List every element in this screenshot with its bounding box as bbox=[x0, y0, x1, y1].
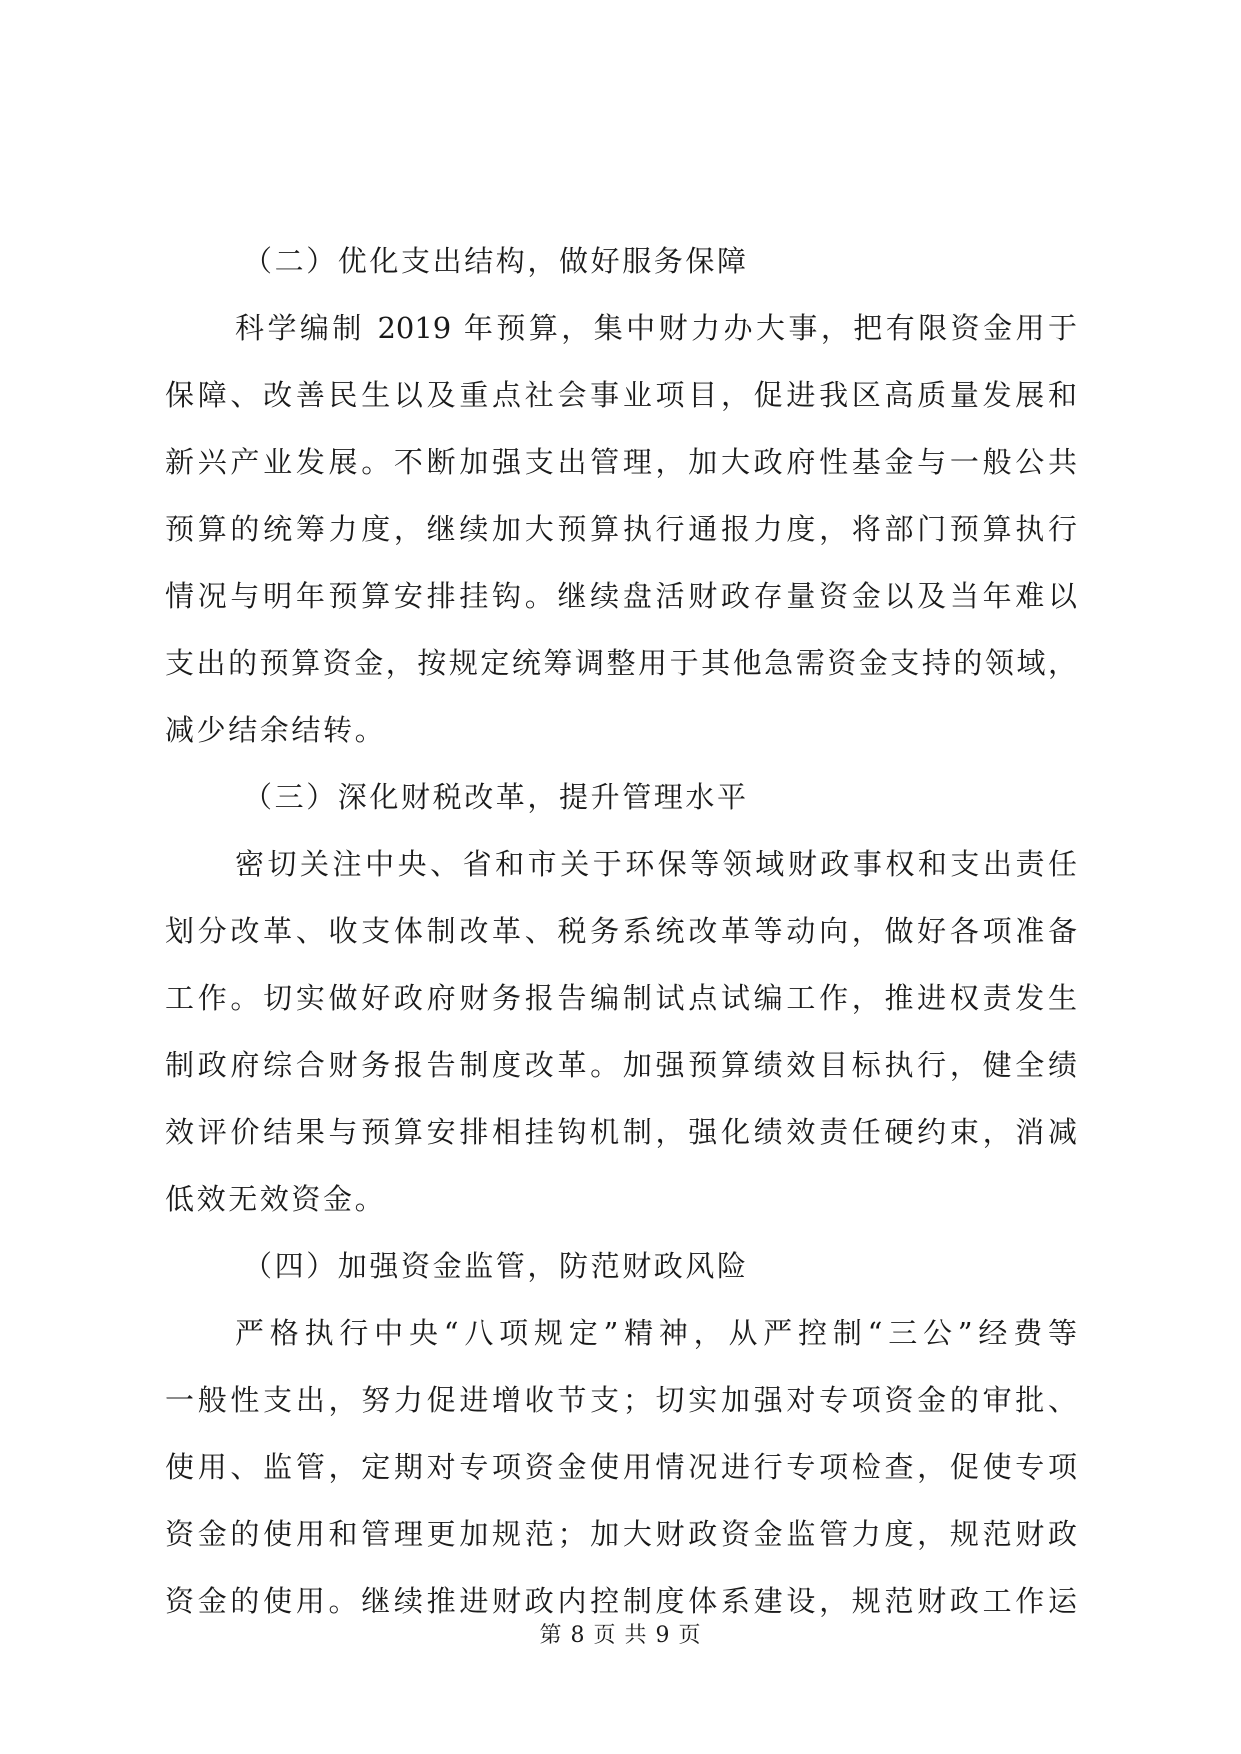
paragraph-line: 制政府综合财务报告制度改革。加强预算绩效目标执行，健全绩 bbox=[165, 1048, 1077, 1082]
paragraph-line: 新兴产业发展。不断加强支出管理，加大政府性基金与一般公共 bbox=[165, 445, 1077, 479]
paragraph-line: 低效无效资金。 bbox=[165, 1182, 387, 1216]
paragraph-line: 效评价结果与预算安排相挂钩机制，强化绩效责任硬约束，消减 bbox=[165, 1115, 1077, 1149]
paragraph-line: 密切关注中央、省和市关于环保等领域财政事权和支出责任 bbox=[235, 847, 1077, 881]
paragraph-line: 工作。切实做好政府财务报告编制试点试编工作，推进权责发生 bbox=[165, 981, 1077, 1015]
section-heading-3: （三）深化财税改革，提升管理水平 bbox=[243, 780, 749, 814]
paragraph-line: 资金的使用。继续推进财政内控制度体系建设，规范财政工作运 bbox=[165, 1584, 1077, 1618]
paragraph-line: 划分改革、收支体制改革、税务系统改革等动向，做好各项准备 bbox=[165, 914, 1077, 948]
paragraph-line: 严格执行中央“八项规定”精神，从严控制“三公”经费等 bbox=[235, 1316, 1077, 1350]
paragraph-line: 减少结余结转。 bbox=[165, 713, 387, 747]
paragraph-line: 使用、监管，定期对专项资金使用情况进行专项检查，促使专项 bbox=[165, 1450, 1077, 1484]
paragraph-line: 资金的使用和管理更加规范；加大财政资金监管力度，规范财政 bbox=[165, 1517, 1077, 1551]
paragraph-line: 预算的统筹力度，继续加大预算执行通报力度，将部门预算执行 bbox=[165, 512, 1077, 546]
paragraph-line: 科学编制 2019 年预算，集中财力办大事，把有限资金用于 bbox=[235, 311, 1077, 345]
paragraph-line: 保障、改善民生以及重点社会事业项目，促进我区高质量发展和 bbox=[165, 378, 1077, 412]
section-heading-4: （四）加强资金监管，防范财政风险 bbox=[243, 1249, 749, 1283]
document-body bbox=[165, 228, 1077, 1635]
paragraph-line: 一般性支出，努力促进增收节支；切实加强对专项资金的审批、 bbox=[165, 1383, 1077, 1417]
paragraph-line: 情况与明年预算安排挂钩。继续盘活财政存量资金以及当年难以 bbox=[165, 579, 1077, 613]
paragraph-line: 支出的预算资金，按规定统筹调整用于其他急需资金支持的领域， bbox=[165, 646, 1077, 680]
section-heading-2: （二）优化支出结构，做好服务保障 bbox=[243, 244, 749, 278]
page-number-footer: 第 8 页 共 9 页 bbox=[539, 1623, 702, 1648]
